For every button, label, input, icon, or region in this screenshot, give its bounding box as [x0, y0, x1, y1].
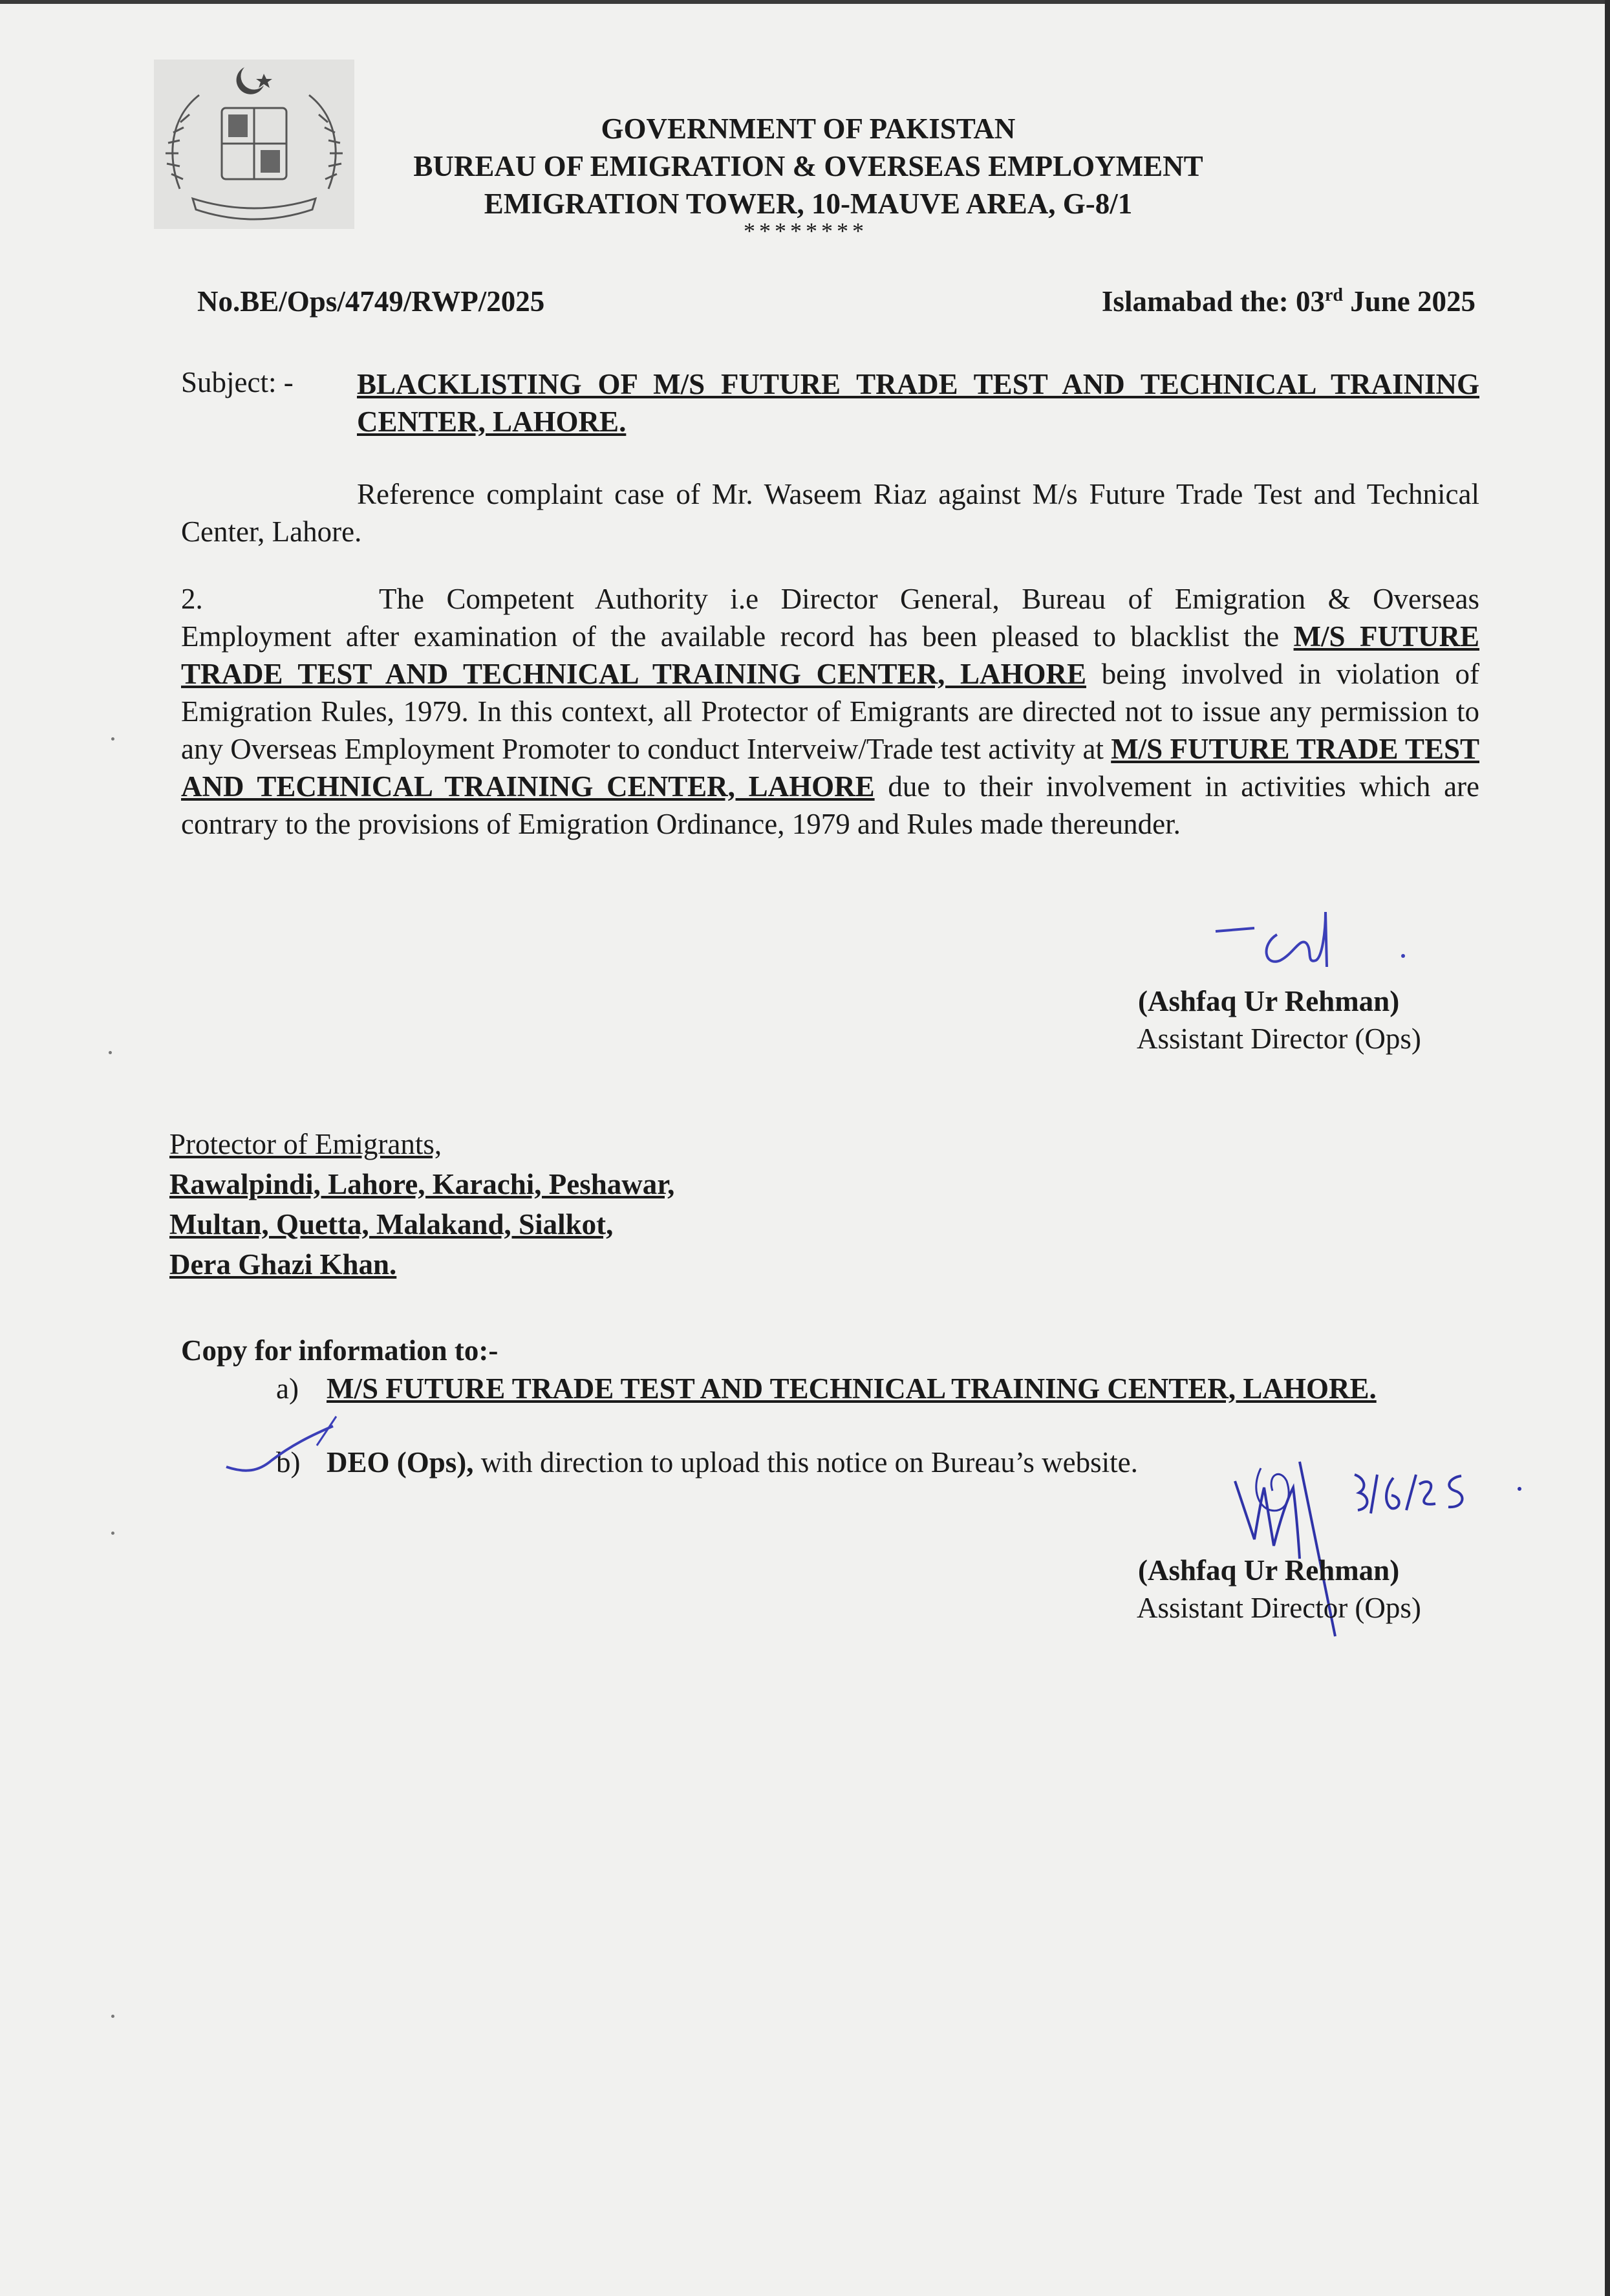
scan-speck	[111, 1532, 114, 1535]
copy-item-a: a) M/S FUTURE TRADE TEST AND TECHNICAL TRAINING CENTER, LAHORE.	[276, 1372, 1377, 1405]
signatory-1-title: Assistant Director (Ops)	[1137, 1023, 1421, 1055]
subject-text: BLACKLISTING OF M/S FUTURE TRADE TEST AND TECHNICAL TRAINING CENTER, LAHORE.	[357, 368, 1479, 438]
blacklisted-entity-1: M/S FUTURE TRADE TEST AND TECHNICAL TRAINING CENTER, LAHORE	[181, 620, 1479, 690]
copy-to-heading: Copy for information to:-	[181, 1334, 499, 1367]
signatory-1-name: (Ashfaq Ur Rehman)	[1138, 985, 1400, 1017]
scan-edge-right	[1605, 0, 1610, 2296]
scan-speck	[111, 737, 114, 741]
scan-speck	[109, 1051, 112, 1054]
paragraph-1: Reference complaint case of Mr. Waseem Riaz against M/s Future Trade Test and Technical Center, Lahore.	[181, 478, 1479, 548]
reference-number: No.BE/Ops/4749/RWP/2025	[197, 285, 545, 318]
tick-mark	[220, 1410, 349, 1481]
letter-date: Islamabad the: 03rd June 2025	[1101, 285, 1476, 318]
header-bureau: BUREAU OF EMIGRATION & OVERSEAS EMPLOYMENT	[413, 150, 1203, 182]
signatory-2-name: (Ashfaq Ur Rehman)	[1138, 1554, 1400, 1587]
scan-edge-top	[0, 0, 1610, 4]
header-government: GOVERNMENT OF PAKISTAN	[601, 113, 1016, 145]
addressee-line-3: Multan, Quetta, Malakand, Sialkot,	[169, 1208, 614, 1240]
addressee-line-1: Protector of Emigrants,	[169, 1128, 442, 1160]
scan-speck	[111, 2015, 114, 2018]
addressee-line-4: Dera Ghazi Khan.	[169, 1248, 397, 1281]
header-separator-stars: ********	[744, 218, 868, 244]
addressee-line-2: Rawalpindi, Lahore, Karachi, Peshawar,	[169, 1168, 675, 1200]
paragraph-2: 2. The Competent Authority i.e Director General, Bureau of Emigration & Overseas Employment after examination of the available record has been pleased to blacklist the M/S FUTURE TRADE TEST AND TECHNICAL TRAINING CENTER, LAHORE being involved in violation of Emigration Rules, 1979. In this context, all Protector of Emigrants are directed not to issue any permission to any Overseas Employment Promoter to conduct Interveiw/Trade test activity at M/S FUTURE TRADE TEST AND TECHNICAL TRAINING CENTER, LAHORE due to their involvement in activities which are contrary to the provisions of Emigration Ordinance, 1979 and Rules made thereunder.	[181, 583, 1480, 840]
subject-label: Subject: -	[181, 366, 294, 398]
addressee-block	[169, 1124, 674, 1284]
blacklisted-entity-2: M/S FUTURE TRADE TEST AND TECHNICAL TRAINING CENTER, LAHORE	[181, 733, 1479, 803]
copy-item-b: b) DEO (Ops), with direction to upload this notice on Bureau’s website.	[276, 1446, 1138, 1478]
signatory-2-title: Assistant Director (Ops)	[1137, 1592, 1421, 1624]
initials-signature	[1209, 905, 1422, 983]
header-address: EMIGRATION TOWER, 10-MAUVE AREA, G-8/1	[484, 188, 1133, 220]
